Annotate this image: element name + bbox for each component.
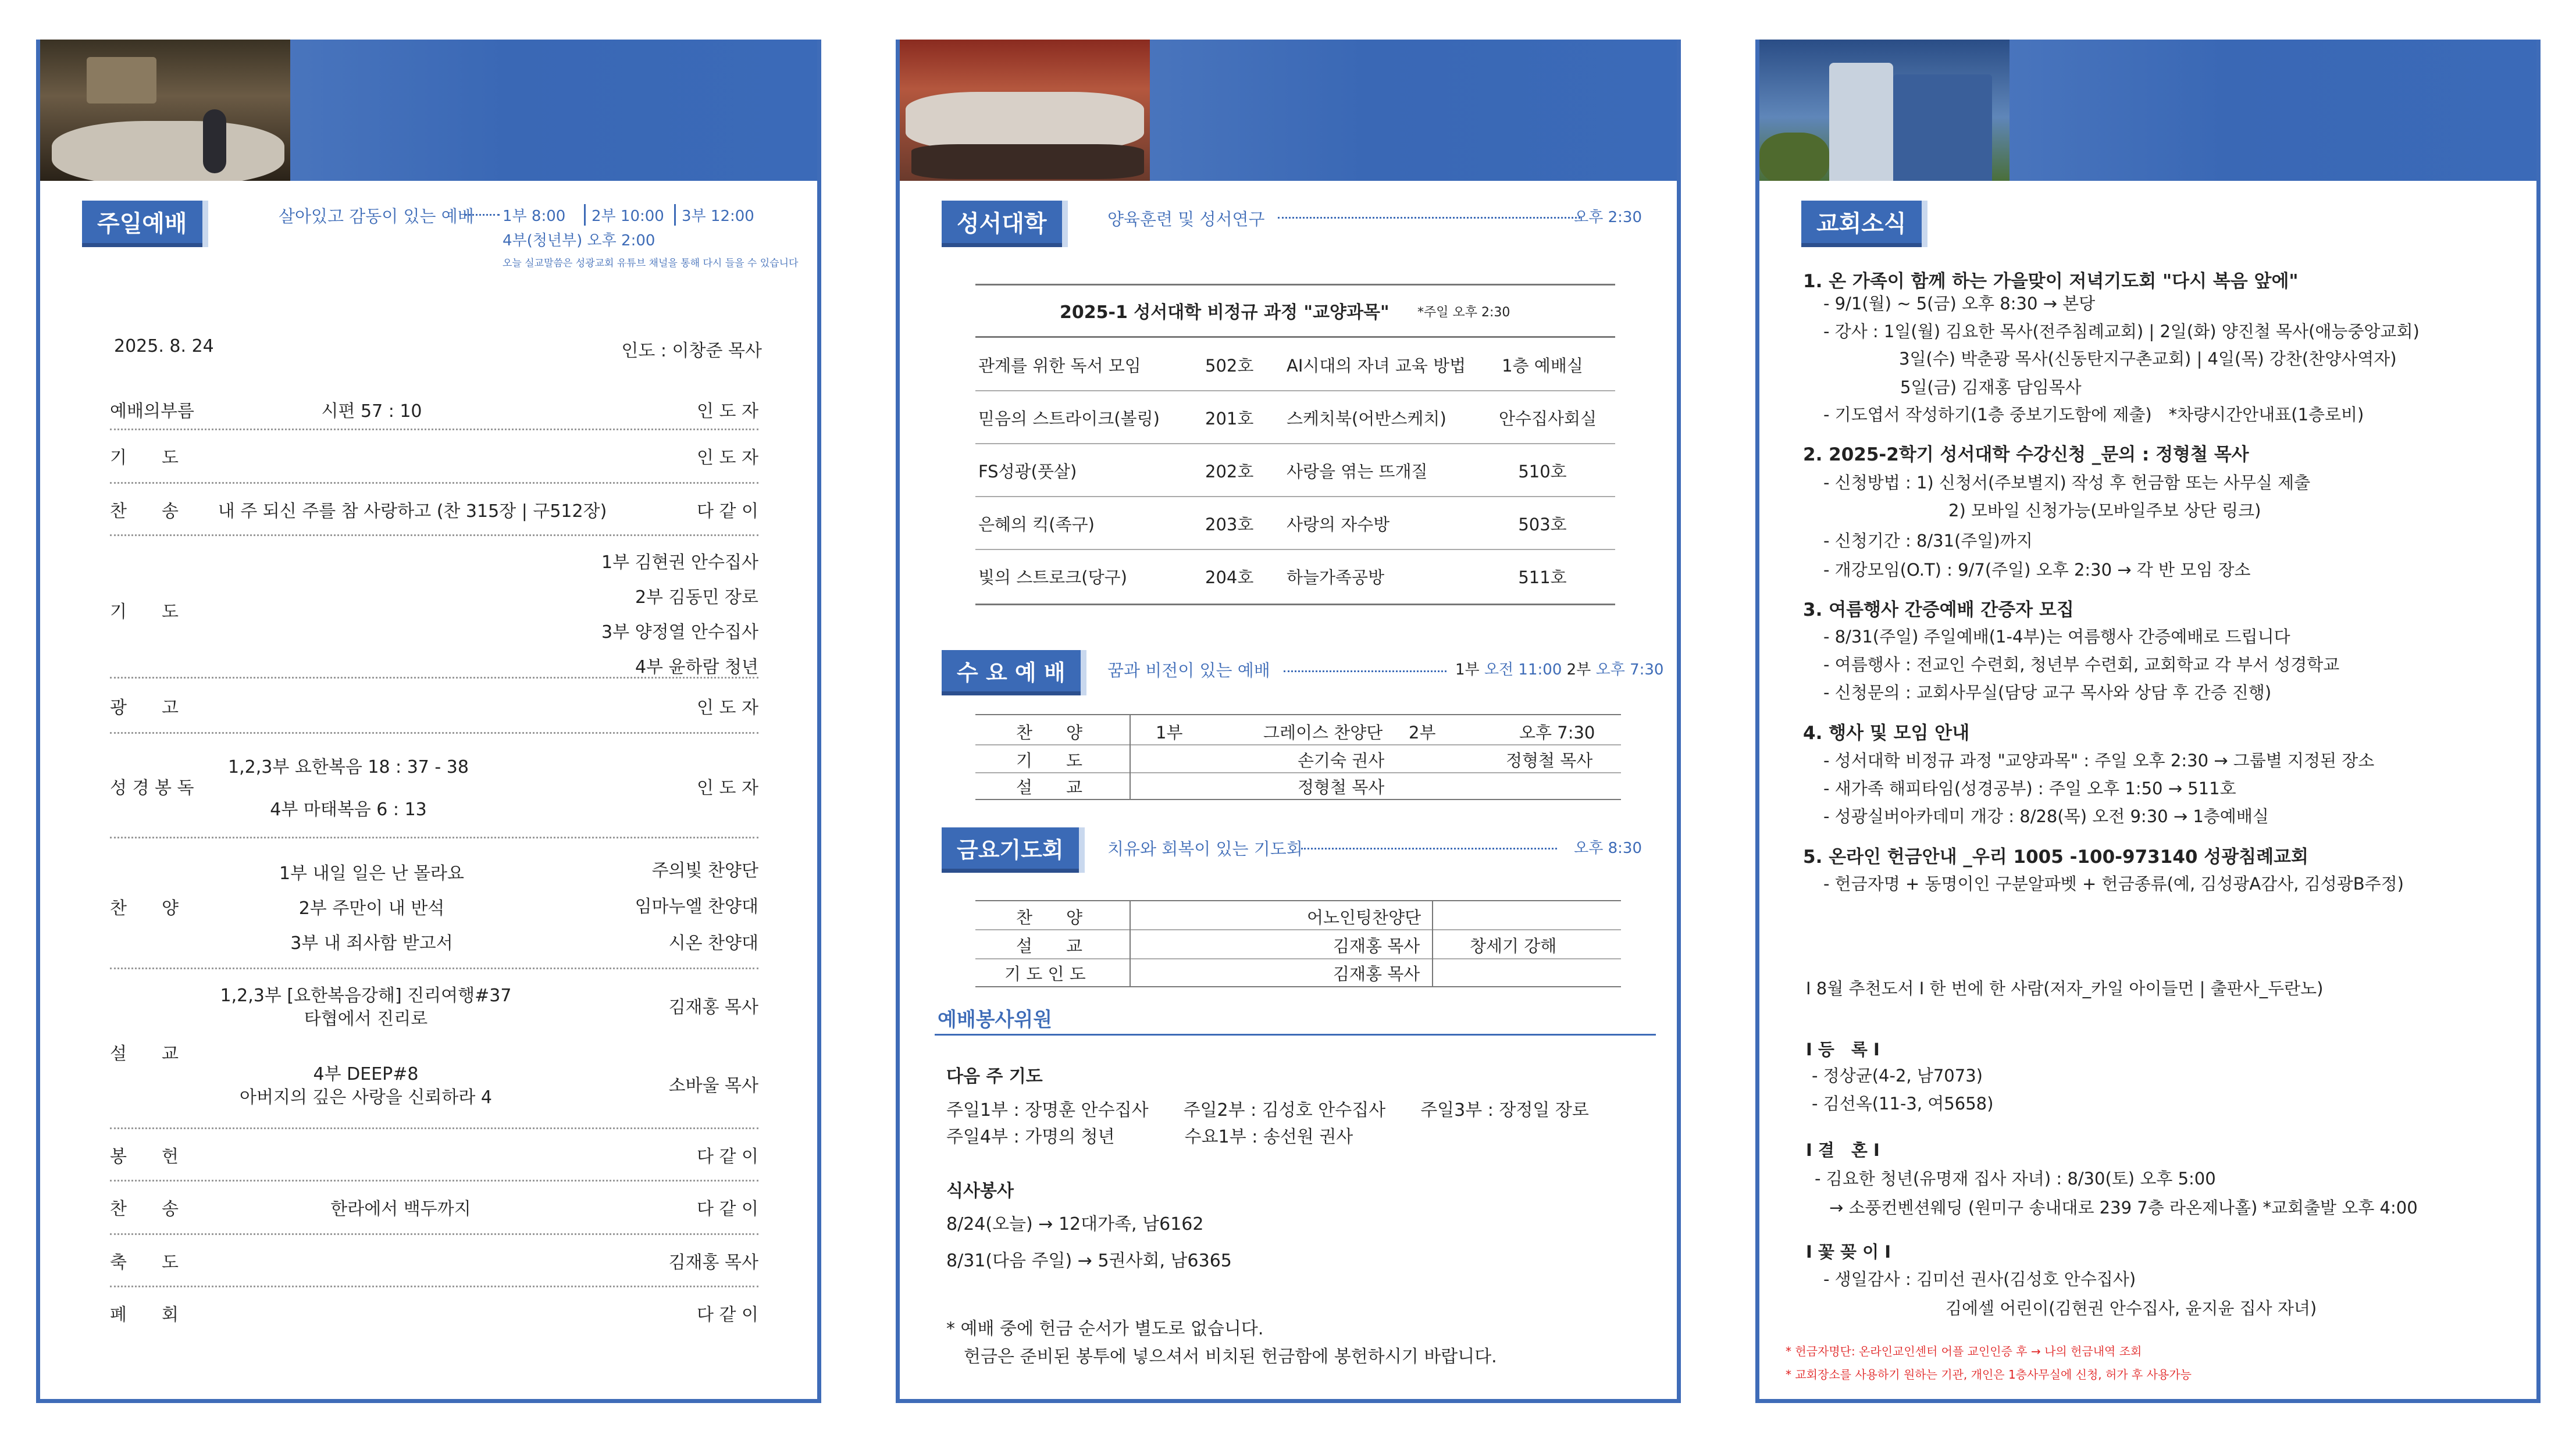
course-cell: 503호 <box>1518 515 1567 534</box>
course-cell: 204호 <box>1205 567 1254 587</box>
news-item: - 기도엽서 작성하기(1층 중보기도함에 제출) *차량시간안내표(1층로비) <box>1823 405 2364 424</box>
news-item: - 8/31(주일) 주일예배(1-4부)는 여름행사 간증예배로 드립니다 <box>1823 627 2290 647</box>
service-committee-title: 예배봉사위원 <box>938 1008 1053 1031</box>
news-item: - 생일감사 : 김미선 권사(김성호 안수집사) <box>1823 1269 2136 1289</box>
news-item: 5일(금) 김재홍 담임목사 <box>1900 377 2082 397</box>
wed-part: 2부 <box>1409 723 1436 743</box>
course-cell: 사랑을 엮는 뜨개질 <box>1287 462 1428 481</box>
order-row: 축 도 김재홍 목사 <box>110 1235 758 1287</box>
order-row: 설 교 1,2,3부 [요한복음강해] 진리여행#37 타협에서 진리로 김재홍 목사 4부 DEEP#8 아버지의 깊은 사랑을 신뢰하라 4 소바울 목사 <box>110 969 758 1129</box>
wed-sermon: 정형철 목사 <box>1298 777 1385 797</box>
news-item: - 김선옥(11-3, 여5658) <box>1812 1094 1994 1113</box>
order-row: 예배의부름 시편 57 : 10 인 도 자 <box>110 390 758 430</box>
fri-label: 기 도 인 도 <box>1004 964 1086 984</box>
church-building-photo <box>1759 40 2010 181</box>
news-item: - 성서대학 비정규 과정 "교양과목" : 주일 오후 2:30 → 그룹별 지정된 장소 <box>1823 751 2375 770</box>
order-row: 찬 송 내 주 되신 주를 참 사랑하고 (찬 315장 | 구512장) 다 같 이 <box>110 484 758 536</box>
meal-line: 8/31(다음 주일) → 5권사회, 남6365 <box>946 1251 1232 1271</box>
news-item: I 꽃 꽂 이 I <box>1806 1242 1891 1262</box>
sunday-worship-panel <box>36 40 821 1403</box>
order-row: 폐 회 다 같 이 <box>110 1305 758 1325</box>
news-item: I 등 록 I <box>1806 1040 1880 1059</box>
meal-line: 8/24(오늘) → 12대가족, 남6162 <box>946 1214 1204 1234</box>
youtube-note: 오늘 실교말씀은 성광교회 유튜브 채널을 통해 다시 들을 수 있습니다 <box>503 258 799 269</box>
order-row: 광 고 인 도 자 <box>110 679 758 734</box>
news-heading: 1. 온 가족이 함께 하는 가을맞이 저녁기도회 "다시 복음 앞에" <box>1803 271 2299 292</box>
bible-college-panel <box>896 40 1681 1403</box>
course-cell: 빛의 스트로크(당구) <box>978 567 1127 587</box>
time-1: 1부 8:00 <box>503 208 566 225</box>
news-heading: 5. 온라인 헌금안내 _우리 1005 -100-973140 성광침례교회 <box>1803 847 2308 868</box>
course-cell: 스케치북(어반스케치) <box>1287 409 1446 429</box>
time-3: 3부 12:00 <box>674 204 754 226</box>
news-item: - 신청방법 : 1) 신청서(주보별지) 작성 후 헌금함 또는 사무실 제출 <box>1823 473 2311 492</box>
worship-photo <box>40 40 290 181</box>
wed-label: 설 교 <box>1016 777 1083 797</box>
subtitle: 양육훈련 및 성서연구 <box>1107 209 1265 229</box>
fri-prayer-leader: 김재홍 목사 <box>1333 964 1420 984</box>
news-item: 3일(수) 박춘광 목사(신동탄지구촌교회) | 4일(목) 강찬(찬양사역자) <box>1899 349 2397 369</box>
fri-praise: 어노인팅찬양단 <box>1307 908 1421 927</box>
fri-label: 설 교 <box>1016 936 1083 956</box>
offering-notice: * 예배 중에 헌금 순서가 별도로 없습니다. <box>946 1319 1264 1339</box>
service-date: 2025. 8. 24 <box>114 336 214 356</box>
news-item: I 8월 추천도서 I 한 번에 한 사람(저자_카일 아이들먼 | 출판사_두란노) <box>1806 979 2324 998</box>
wed-subtitle: 꿈과 비전이 있는 예배 <box>1107 661 1270 680</box>
order-row: 기 도 1부 김현권 안수집사 2부 김동민 장로 3부 양정열 안수집사 4부 윤하람 청년 <box>110 536 758 679</box>
time: 오후 2:30 <box>1574 209 1642 226</box>
news-heading: 3. 여름행사 간증예배 간증자 모집 <box>1803 599 2074 620</box>
course-cell: 안수집사회실 <box>1499 409 1597 429</box>
news-item: 2) 모바일 신청가능(모바일주보 상단 링크) <box>1948 501 2261 520</box>
order-row: 찬 송 한라에서 백두까지 다 같 이 <box>110 1182 758 1235</box>
subtitle: 살아있고 감동이 있는 예배 <box>279 206 474 226</box>
news-heading: 2. 2025-2학기 성서대학 수강신청 _문의 : 정형철 목사 <box>1803 444 2249 465</box>
news-item: → 소풍컨벤션웨딩 (원미구 송내대로 239 7층 라온제나홀) *교회출발 오후 4:00 <box>1829 1198 2418 1218</box>
course-cell: 믿음의 스트라이크(볼링) <box>978 409 1160 429</box>
news-item: - 새가족 해피타임(성경공부) : 주일 오후 1:50 → 511호 <box>1823 779 2236 798</box>
wed-label: 찬 양 <box>1016 723 1083 743</box>
course-cell: 1층 예배실 <box>1502 356 1583 376</box>
course-cell: 203호 <box>1205 515 1254 534</box>
time-4: 4부(청년부) 오후 2:00 <box>503 232 655 249</box>
news-item: - 개강모임(O.T) : 9/7(주일) 오후 2:30 → 각 반 모임 장소 <box>1823 560 2251 580</box>
wed-evening-preacher: 정형철 목사 <box>1506 751 1593 770</box>
course-cell: AI시대의 자녀 교육 방법 <box>1287 356 1466 376</box>
news-heading: 4. 행사 및 모임 안내 <box>1803 723 1970 744</box>
fri-label: 찬 양 <box>1016 908 1083 927</box>
news-item: - 9/1(월) ~ 5(금) 오후 8:30 → 본당 <box>1823 294 2096 313</box>
order-row: 기 도 인 도 자 <box>110 430 758 484</box>
wed-label: 기 도 <box>1016 751 1083 770</box>
fri-time: 오후 8:30 <box>1574 840 1642 857</box>
wed-part: 1부 <box>1156 723 1183 743</box>
course-cell: 은혜의 킥(족구) <box>978 515 1095 534</box>
course-cell: 202호 <box>1205 462 1254 481</box>
meal-title: 식사봉사 <box>946 1181 1014 1201</box>
time-2: 2부 10:00 <box>584 204 664 226</box>
course-cell: 사랑의 자수방 <box>1287 515 1390 534</box>
news-item: - 헌금자명 + 동명이인 구분알파벳 + 헌금종류(예, 김성광A감사, 김성광B주정) <box>1823 874 2404 894</box>
section-title: 성서대학 <box>942 201 1062 247</box>
order-row: 봉 헌 다 같 이 <box>110 1129 758 1182</box>
prayer-title: 다음 주 기도 <box>946 1066 1043 1087</box>
prayer-line: 주일4부 : 가명의 청년 수요1부 : 송선원 권사 <box>946 1127 1353 1147</box>
fri-subtitle: 치유와 회복이 있는 기도회 <box>1107 839 1303 859</box>
news-item: 김에셀 어린이(김현권 안수집사, 윤지윤 집사 자녀) <box>1946 1298 2317 1318</box>
course-cell: 201호 <box>1205 409 1254 429</box>
news-item: - 성광실버아카데미 개강 : 8/28(목) 오전 9:30 → 1층예배실 <box>1823 806 2269 826</box>
news-item: - 정상균(4-2, 남7073) <box>1812 1066 1983 1086</box>
news-item: - 신청기간 : 8/31(주일)까지 <box>1823 531 2033 551</box>
fri-sermon: 김재홍 목사 <box>1333 936 1420 956</box>
news-item: - 여름행사 : 전교인 수련회, 청년부 수련회, 교회학교 각 부서 성경학교 <box>1823 655 2340 674</box>
course-time: *주일 오후 2:30 <box>1417 305 1510 320</box>
course-cell: 510호 <box>1518 462 1567 481</box>
footnote: * 헌금자명단: 온라인교인센터 어플 교인인증 후 → 나의 헌금내역 조회 <box>1786 1344 2142 1358</box>
wed-prayer: 손기숙 권사 <box>1298 751 1385 770</box>
footnote: * 교회장소를 사용하기 원하는 기관, 개인은 1층사무실에 신청, 허가 후 사용가능 <box>1786 1368 2192 1382</box>
wed-title: 수 요 예 배 <box>942 650 1081 695</box>
order-row: 성 경 봉 독 1,2,3부 요한복음 18 : 37 - 38 4부 마태복음 6 : 13 인 도 자 <box>110 734 758 838</box>
news-item: - 강사 : 1일(월) 김요한 목사(전주침례교회) | 2일(화) 양진철 목사(애능중앙교회) <box>1823 322 2420 341</box>
service-leader: 인도 : 이창준 목사 <box>621 341 762 361</box>
section-title: 교회소식 <box>1801 201 1922 247</box>
course-cell: 511호 <box>1518 567 1567 587</box>
fri-series: 창세기 강해 <box>1470 936 1557 956</box>
course-cell: 하늘가족공방 <box>1287 567 1385 587</box>
offering-notice: 헌금은 준비된 봉투에 넣으셔서 비치된 헌금함에 봉헌하시기 바랍니다. <box>964 1347 1497 1367</box>
order-row: 찬 양 1부 내일 일은 난 몰라요 2부 주만이 내 반석 3부 내 죄사함 받고서 주의빛 찬양단 임마누엘 찬양대 시온 찬양대 <box>110 838 758 969</box>
wed-praise: 그레이스 찬양단 <box>1263 723 1383 743</box>
wed-evening-time: 오후 7:30 <box>1519 723 1595 743</box>
news-item: I 결 혼 I <box>1806 1140 1880 1160</box>
news-item: - 김요한 청년(유명재 집사 자녀) : 8/30(토) 오후 5:00 <box>1815 1169 2216 1188</box>
course-title: 2025-1 성서대학 비정규 과정 "교양과목" <box>1060 302 1389 323</box>
news-item: - 신청문의 : 교회사무실(담당 교구 목사와 상담 후 간증 진행) <box>1823 683 2272 702</box>
course-cell: FS성광(풋살) <box>978 462 1077 481</box>
wed-time: 1부 오전 11:00 2부 오후 7:30 <box>1455 661 1664 679</box>
course-cell: 502호 <box>1205 356 1254 376</box>
fri-title: 금요기도회 <box>942 827 1079 873</box>
section-title: 주일예배 <box>82 201 202 247</box>
course-cell: 관계를 위한 독서 모임 <box>978 356 1141 376</box>
prayer-line: 주일1부 : 장명훈 안수집사 주일2부 : 김성호 안수집사 주일3부 : 장정일 장로 <box>946 1100 1589 1120</box>
choir-photo <box>900 40 1150 181</box>
church-news-panel <box>1755 40 2541 1403</box>
